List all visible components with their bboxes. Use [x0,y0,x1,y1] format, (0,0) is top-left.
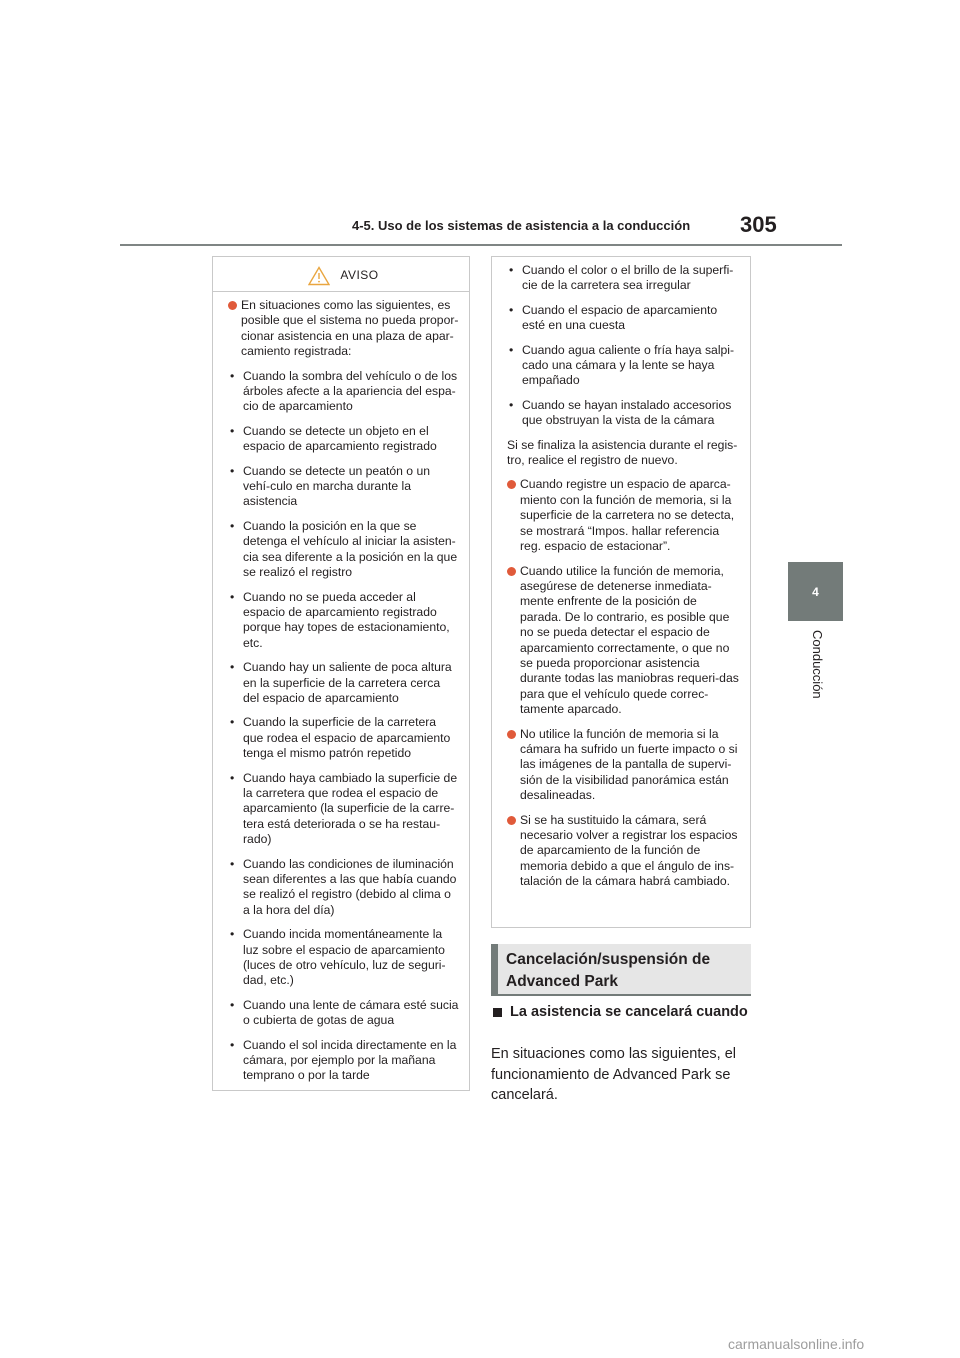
list-item: • Cuando la superficie de la carretera que rodea el espacio de aparcamiento tenga el mismo patrón repetido [228,715,459,761]
list-item: • Cuando las condiciones de iluminación sean diferentes a las que había cuando se realizó el registro (debido al clima o a la hora del día) [228,857,459,919]
warning-intro: En situaciones como las siguientes, es posible que el sistema no pueda propor-cionar asistencia en una plaza de apar-camiento registrada: [228,298,459,360]
warning-box-continued [491,256,751,928]
warning-note: Cuando utilice la función de memoria, asegúrese de detenerse inmediata-mente enfrente de la posición de parada. De lo contrario, es posible que no se pueda detectar el espacio de aparcamiento correctamente, o que no se pueda proporcionar asistencia durante todas las maniobras requeri-das para que el vehículo quede correc-tamente aparcado. [507,564,740,718]
subheading-text: La asistencia se cancelará cuando [510,1004,748,1020]
header-title: 4-5. Uso de los sistemas de asistencia a la conducción [352,218,691,233]
list-item: • Cuando una lente de cámara esté sucia o cubierta de gotas de agua [228,998,459,1029]
list-item: • Cuando el espacio de aparcamiento esté en una cuesta [507,303,740,334]
page-number: 305 [740,212,777,237]
list-item: • Cuando haya cambiado la superficie de la carretera que rodea el espacio de aparcamiento (la superficie de la carre-tera está deteriorada o se ha restau-rado) [228,771,459,848]
chapter-label: Conducción [810,630,825,699]
list-item: • Cuando incida momentáneamente la luz sobre el espacio de aparcamiento (luces de otro vehículo, luz de seguri-dad, etc.) [228,927,459,989]
list-item: • Cuando hay un saliente de poca altura en la superficie de la carretera cerca del espacio de aparcamiento [228,660,459,706]
warning-after-note: Si se finaliza la asistencia durante el regis-tro, realice el registro de nuevo. [507,437,738,468]
list-item: • Cuando la posición en la que se detenga el vehículo al iniciar la asisten-cia sea diferente a la posición en la que se realizó el registro [228,519,459,581]
list-item: • Cuando la sombra del vehículo o de los árboles afecte a la apariencia del espa-cio de aparcamiento [228,369,459,415]
warning-header [228,261,459,291]
section-heading: Cancelación/suspensión de Advanced Park [491,944,751,996]
warning-divider [213,291,469,292]
warning-icon [308,266,330,286]
warning-note: Si se ha sustituido la cámara, será necesario volver a registrar los espacios de aparcamiento de la función de memoria debido a que el ángulo de ins-talación de la cámara habrá cambiado. [507,813,740,890]
warning-box [212,256,470,1091]
header-rule [120,244,842,246]
list-item: • Cuando el color o el brillo de la superfi-cie de la carretera sea irregular [507,263,740,294]
list-item: • Cuando se hayan instalado accesorios que obstruyan la vista de la cámara [507,398,740,429]
chapter-tab [788,562,843,621]
warning-note: No utilice la función de memoria si la cámara ha sufrido un fuerte impacto o si las imágenes de la pantalla de supervi-sión de la visibilidad panorámica están desalineadas. [507,727,740,804]
list-item: • Cuando agua caliente o fría haya salpi-cado una cámara y la lente se haya empañado [507,343,740,389]
list-item: • Cuando no se pueda acceder al espacio de aparcamiento registrado porque hay topes de estacionamiento, etc. [228,590,459,652]
square-bullet-icon [493,1008,502,1017]
list-item: • Cuando se detecte un objeto en el espacio de aparcamiento registrado [228,424,459,455]
watermark: carmanualsonline.info [728,1336,865,1352]
list-item: • Cuando se detecte un peatón o un vehí-culo en marcha durante la asistencia [228,464,459,510]
list-item: • Cuando el sol incida directamente en la cámara, por ejemplo por la mañana temprano o por la tarde [228,1038,459,1084]
subheading [491,1002,751,1022]
warning-note: Cuando registre un espacio de aparca-miento con la función de memoria, si la superficie de la carretera no se detecta, se mostrará “Impos. hallar referencia reg. espacio de estacionar”. [507,477,740,554]
warning-label: AVISO [340,268,379,283]
chapter-number: 4 [812,584,819,599]
section-body: En situaciones como las siguientes, el funcionamiento de Advanced Park se cancelará. [491,1046,737,1103]
